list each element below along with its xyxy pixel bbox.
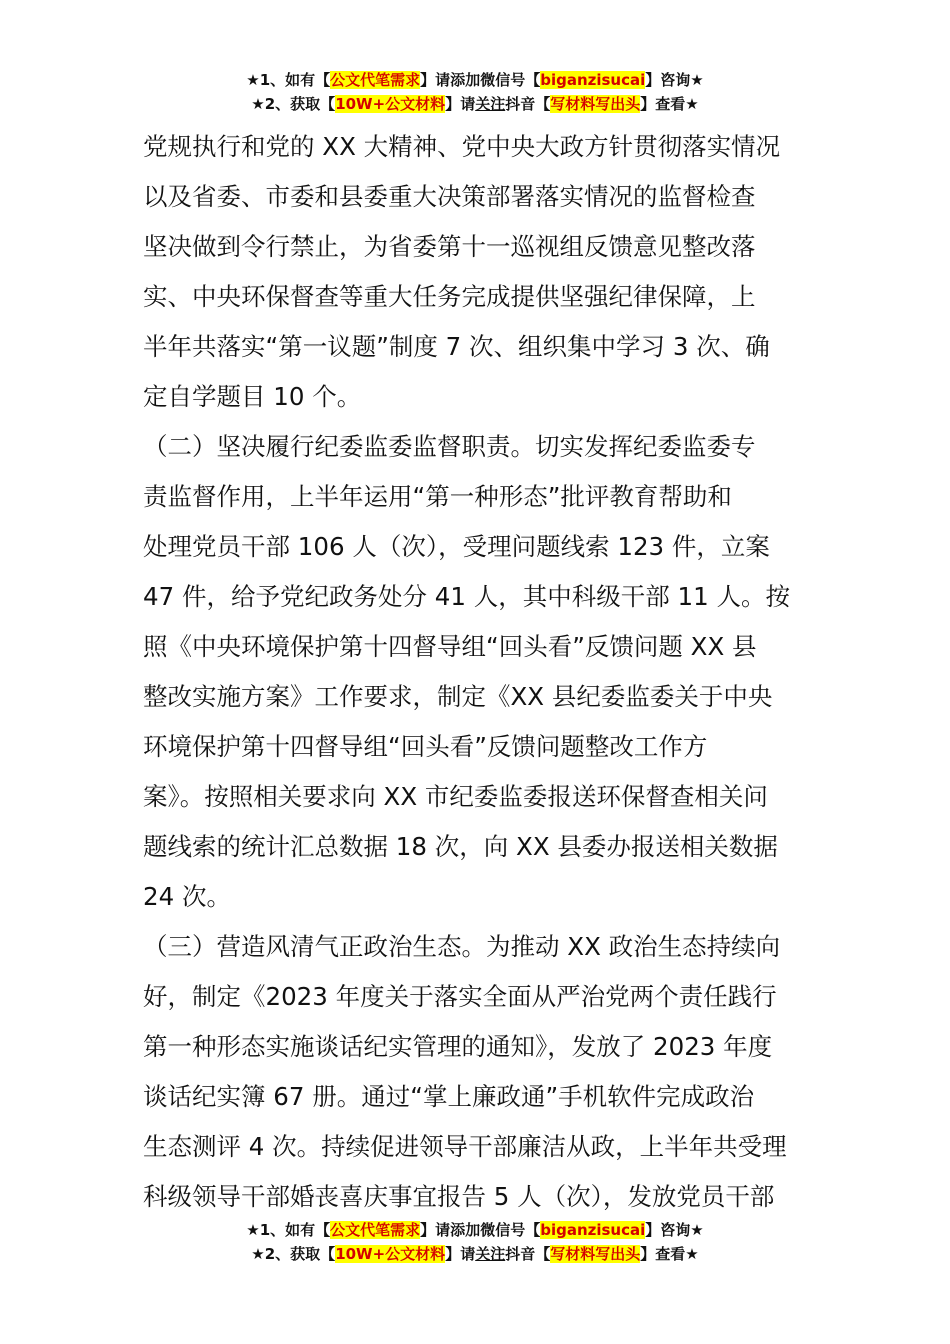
top-banner [0, 68, 950, 116]
text-line: 24 次。 [143, 882, 231, 911]
banner-text: 】咨询★ [645, 1221, 704, 1239]
text-line: 实、中央环保督查等重大任务完成提供坚强纪律保障，上 [143, 282, 756, 311]
banner-text: 】查看★ [640, 95, 699, 113]
banner-text: 】请添 [420, 71, 466, 89]
text-line: 坚决做到令行禁止，为省委第十一巡视组反馈意见整改落 [143, 232, 756, 261]
text-line: 半年共落实“第一议题”制度 7 次、组织集中学习 3 次、确 [143, 332, 770, 361]
text-line: 照《中央环境保护第十四督导组“回头看”反馈问题 XX 县 [143, 632, 757, 661]
text-line: 定自学题目 10 个。 [143, 382, 362, 411]
text-line: 党规执行和党的 XX 大精神、党中央大政方针贯彻落实情况 [143, 132, 781, 161]
text-line: 好，制定《2023 年度关于落实全面从严治党两个责任践行 [143, 982, 777, 1011]
document-body [143, 122, 807, 1222]
banner-text: ★2、获取【 [251, 1245, 336, 1263]
text-line: 处理党员干部 106 人（次），受理问题线索 123 件，立案 [143, 532, 770, 561]
text-line: 谈话纪实簿 67 册。通过“掌上廉政通”手机软件完成政治 [143, 1082, 755, 1111]
text-line: 题线索的统计汇总数据 18 次，向 XX 县委办报送相关数据 [143, 832, 778, 861]
section-heading-line: （三）营造风清气正政治生态。为推动 XX 政治生态持续向 [143, 932, 781, 961]
highlight-douyin: 写材料写出头 [550, 1245, 641, 1263]
banner-text: ★1、如有【 [246, 1221, 331, 1239]
banner-text: 微信号【 [480, 71, 541, 89]
banner-text: 加 [465, 1221, 481, 1239]
highlight-ghostwriting: 公文代笔需求 [330, 1221, 421, 1239]
text-line: 责监督作用，上半年运用“第一种形态”批评教育帮助和 [143, 482, 732, 511]
banner-text: ★2、获取【 [251, 95, 336, 113]
highlight-douyin: 写材料写出头 [550, 95, 641, 113]
banner-text: 抖音【 [505, 95, 551, 113]
highlight-wechat-id: biganzisucai [540, 1221, 646, 1239]
banner-line-1 [0, 1218, 950, 1242]
highlight-wechat-id: biganzisucai [540, 71, 646, 89]
banner-text: 】咨询★ [645, 71, 704, 89]
highlight-materials: 10W+公文材料 [335, 95, 446, 113]
banner-text: 】请 [445, 95, 476, 113]
text-line: 以及省委、市委和县委重大决策部署落实情况的监督检查 [143, 182, 756, 211]
banner-text: 微信号【 [480, 1221, 541, 1239]
banner-text: 】请 [445, 1245, 476, 1263]
text-line: 环境保护第十四督导组“回头看”反馈问题整改工作方 [143, 732, 708, 761]
text-line: 案》。按照相关要求向 XX 市纪委监委报送环保督查相关问 [143, 782, 768, 811]
banner-text: 抖音【 [505, 1245, 551, 1263]
banner-line-2 [0, 1242, 950, 1266]
text-line: 第一种形态实施谈话纪实管理的通知》，发放了 2023 年度 [143, 1032, 773, 1061]
text-line: 科级领导干部婚丧喜庆事宜报告 5 人（次），发放党员干部 [143, 1182, 775, 1211]
banner-text: 】请添 [420, 1221, 466, 1239]
banner-text: 关注 [475, 1245, 506, 1263]
highlight-materials: 10W+公文材料 [335, 1245, 446, 1263]
banner-line-1 [0, 68, 950, 92]
bottom-banner [0, 1218, 950, 1266]
text-line: 47 件，给予党纪政务处分 41 人，其中科级干部 11 人。按 [143, 582, 790, 611]
text-line: 生态测评 4 次。持续促进领导干部廉洁从政，上半年共受理 [143, 1132, 787, 1161]
banner-line-2 [0, 92, 950, 116]
banner-text: ★1、如有【 [246, 71, 331, 89]
banner-text: 加 [465, 71, 481, 89]
text-line: 整改实施方案》工作要求，制定《XX 县纪委监委关于中央 [143, 682, 773, 711]
banner-text: 】查看★ [640, 1245, 699, 1263]
section-heading-line: （二）坚决履行纪委监委监督职责。切实发挥纪委监委专 [143, 432, 756, 461]
banner-text: 关注 [475, 95, 506, 113]
highlight-ghostwriting: 公文代笔需求 [330, 71, 421, 89]
